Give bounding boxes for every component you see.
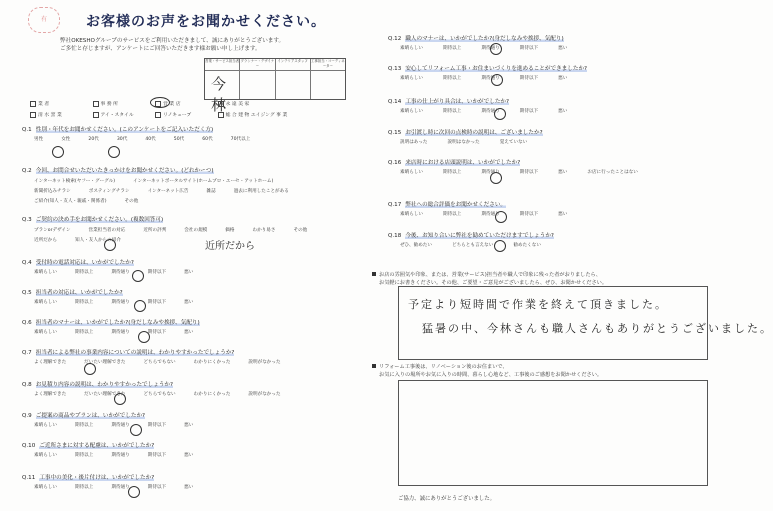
question-number: Q.13 [388, 66, 402, 72]
answer-option[interactable]: お店に行ったことはない [587, 170, 638, 175]
answer-option[interactable]: 期待以下 [519, 212, 539, 217]
question-label: 担当者のマナーは、いかがでしたか?(身だしなみや挨拶、気配り) [35, 320, 200, 326]
answer-option[interactable]: 雑誌 [206, 189, 216, 194]
comment2-prompt: リフォーム工事後は、リノベーション後のお住まいで、 お気に入りの場所やお気に入りの時間、暮らし心地など、工事後のご感想をお聞かせください。 [372, 364, 602, 380]
answer-option[interactable]: 男性 [34, 137, 44, 142]
answer-circle-mark [494, 240, 506, 252]
answer-option[interactable]: その他 [124, 199, 139, 204]
page-title: お客様のお声をお聞かせください。 [86, 14, 326, 30]
answer-option[interactable]: 素晴らしい [34, 300, 57, 305]
answer-option[interactable]: わかり易さ [252, 228, 276, 233]
answer-option[interactable]: 素晴らしい [400, 76, 423, 81]
answer-option[interactable]: 60代 [202, 137, 213, 142]
answer-option[interactable]: 期待以上 [74, 485, 94, 490]
question-text [22, 166, 214, 174]
answer-option[interactable]: 素晴らしい [400, 212, 423, 217]
question-text [22, 348, 234, 356]
answer-option[interactable]: 期待通り [111, 330, 130, 335]
question-number: Q.15 [388, 130, 402, 136]
answer-option[interactable]: 期待以上 [74, 453, 94, 458]
answer-option[interactable]: 期待以下 [147, 485, 167, 490]
answer-options [34, 422, 211, 428]
answer-option[interactable]: 説明はあった [400, 140, 428, 145]
question-label: ご近所さまに対する配慮は、いかがでしたか? [39, 443, 155, 449]
answer-option[interactable]: 期待通り [481, 46, 500, 51]
answer-option[interactable]: 期待以上 [74, 423, 94, 428]
answer-circle-mark [84, 363, 96, 375]
question-label: 今回、お問合せいただいたきっかけをお聞かせください。(どれかーつ) [35, 168, 214, 174]
question-number: Q.17 [388, 202, 402, 208]
handwritten-staff-name: 今林 [211, 75, 227, 114]
answer-option[interactable]: 20代 [88, 137, 99, 142]
answer-option[interactable]: 期待以下 [147, 270, 167, 275]
question-text [388, 231, 554, 239]
answer-option[interactable]: 期待以下 [519, 170, 539, 175]
answer-options [34, 484, 211, 490]
handwritten-comment-line-1: 予定より短時間で作業を終えて頂きました。 [408, 298, 668, 311]
business-item[interactable]: アイ・スタイル [93, 111, 154, 118]
answer-option[interactable]: 説明はなかった [447, 140, 480, 145]
answer-option[interactable]: 説明がなかった [248, 392, 281, 397]
answer-option[interactable]: 期待以下 [147, 453, 167, 458]
question-label: 受付時の電話対応は、いかがでしたか? [35, 260, 134, 266]
question-label: 弊社への総合評価をお聞かせください。 [405, 202, 507, 208]
answer-option[interactable]: 期待通り [111, 423, 130, 428]
answer-option[interactable]: 期待以上 [74, 270, 94, 275]
question-label: ご契約の決め手をお聞かせください。(複数回答可) [35, 217, 164, 223]
question-number: Q.6 [22, 320, 32, 326]
question-number: Q.11 [22, 475, 36, 481]
answer-option[interactable]: 素晴らしい [400, 170, 423, 175]
answer-option[interactable]: どちらとも言えない [451, 243, 494, 248]
answer-option[interactable]: 40代 [145, 137, 156, 142]
answer-option[interactable]: 期待通り [481, 76, 500, 81]
answer-option[interactable]: だいたい理解できた [84, 360, 126, 365]
answer-options [34, 359, 299, 365]
answer-option[interactable]: 期待以上 [74, 300, 94, 305]
answer-option[interactable]: 期待通り [481, 109, 500, 114]
question-number: Q.3 [22, 217, 32, 223]
question-label: 工事中の美化・後片付けは、いかがでしたか? [39, 475, 155, 481]
answer-option[interactable]: プランorデザイン [34, 228, 71, 233]
answer-option[interactable]: 素晴らしい [400, 46, 423, 51]
staff-header: プランナー・デザイナー [240, 59, 274, 71]
question-text [22, 288, 123, 296]
answer-option[interactable]: その他 [293, 228, 308, 233]
question-text [388, 200, 506, 208]
answer-option[interactable]: 期待通り [111, 270, 130, 275]
answer-circle-mark [128, 486, 140, 498]
answer-circle-mark [104, 239, 116, 251]
question-text [22, 258, 134, 266]
answer-option[interactable]: 勧めたくない [513, 243, 541, 248]
answer-option[interactable]: 営業担当者の対応 [88, 228, 126, 233]
answer-options [34, 269, 211, 275]
answer-option[interactable]: インターネット広告 [147, 189, 189, 194]
answer-option[interactable]: 期待以上 [442, 109, 462, 114]
question-number: Q.14 [388, 99, 402, 105]
answer-options [34, 226, 334, 246]
question-text [22, 215, 163, 223]
answer-options [34, 452, 211, 458]
answer-option[interactable]: 悪い [558, 46, 568, 51]
question-text [388, 97, 509, 105]
answer-circle-mark [132, 270, 144, 282]
answer-option[interactable]: 期待通り [111, 453, 130, 458]
answer-option[interactable]: 期待以下 [519, 46, 539, 51]
handwritten-other-reason: 近所だから [205, 241, 255, 252]
answer-option[interactable]: 知人・友人からの紹介 [74, 238, 121, 243]
answer-option[interactable]: 期待以下 [147, 300, 167, 305]
answer-option[interactable]: 価格 [225, 228, 235, 233]
answer-circle-mark [108, 146, 120, 158]
question-number: Q.9 [22, 413, 32, 419]
question-number: Q.2 [22, 168, 32, 174]
answer-option[interactable]: ご紹介(知人・友人・親戚・関係者) [34, 199, 107, 204]
question-label: お見積り内容の説明は、わかりやすかったでしょうか? [35, 382, 173, 388]
answer-option[interactable]: 期待通り [481, 212, 500, 217]
question-text [22, 318, 200, 326]
answer-option[interactable]: 悪い [558, 109, 568, 114]
answer-option[interactable]: 悪い [184, 330, 194, 335]
comment1-prompt: お店の雰囲気や印象、または、営業(サービス)担当者や職人で印象に残った者がおりましたら、 お気軽にお書きください。その他、ご要望・ご意見がございましたら、ぜひ、お聞かせください。 [372, 272, 607, 288]
answer-option[interactable]: 悪い [184, 485, 194, 490]
answer-option[interactable]: 期待通り [111, 300, 130, 305]
business-item[interactable]: 業 者 [30, 100, 91, 107]
answer-circle-mark [134, 300, 146, 312]
answer-options [400, 169, 658, 175]
answer-option[interactable]: 悪い [184, 423, 194, 428]
answer-option[interactable]: わかりにくかった [193, 360, 231, 365]
answer-option[interactable]: インターネット検索(ヤフー・グーグル) [34, 179, 115, 184]
answer-circle-mark [52, 146, 64, 158]
staff-cell-planner [240, 59, 275, 99]
question-label: 職人のマナーは、いかがでしたか?(身だしなみや挨拶、気配り) [405, 36, 564, 42]
intro-line-2: ご多忙と存じますが、アンケートにご回答いただきます様お願い申し上げます。 [60, 46, 261, 52]
answer-option[interactable]: よく理解できた [34, 360, 67, 365]
answer-option[interactable]: 素晴らしい [400, 109, 423, 114]
answer-option[interactable]: 期待以上 [442, 76, 462, 81]
answer-options [400, 211, 587, 217]
question-text [388, 158, 520, 166]
answer-circle-mark [494, 108, 506, 120]
answer-circle-mark [138, 331, 150, 343]
answer-option[interactable]: 期待通り [111, 485, 130, 490]
answer-circle-mark [114, 393, 126, 405]
answer-option[interactable]: 期待以下 [519, 109, 539, 114]
question-label: 性別・年代をお聞かせください。(このアンケートをご記入いただく方) [35, 127, 214, 133]
answer-option[interactable]: 70代以上 [230, 137, 251, 142]
answer-option[interactable]: 悪い [184, 300, 194, 305]
answer-circle-mark [130, 424, 142, 436]
staff-header: 工事担当・コーディネーター [311, 59, 345, 71]
answer-option[interactable]: 素晴らしい [34, 270, 57, 275]
answer-options [400, 242, 561, 248]
answer-option[interactable]: 30代 [116, 137, 128, 142]
answer-option[interactable]: 悪い [558, 170, 568, 175]
question-text [22, 441, 154, 449]
question-number: Q.4 [22, 260, 32, 266]
answer-option[interactable]: 素晴らしい [34, 485, 57, 490]
check-mark [150, 97, 170, 108]
question-text [22, 125, 213, 133]
question-label: 担当者の対応は、いかがでしたか? [35, 290, 123, 296]
answer-option[interactable]: ポスティングチラシ [88, 189, 130, 194]
answer-circle-mark [495, 211, 507, 223]
question-label: 今後、お知り合いに弊社を勧めていただけますでしょうか? [405, 233, 554, 239]
staff-cell-construction [311, 59, 345, 99]
question-text [388, 64, 587, 72]
question-text [388, 34, 564, 42]
question-label: ご提案の商品やプランは、いかがでしたか? [35, 413, 146, 419]
business-item[interactable]: 永 遠 美 家 [218, 100, 279, 107]
staff-cell-interior [276, 59, 311, 99]
business-item[interactable]: 営 業 店 [155, 100, 216, 107]
answer-options [34, 299, 211, 305]
answer-option[interactable]: 素晴らしい [34, 423, 57, 428]
answer-option[interactable]: 覚えていない [499, 140, 528, 145]
answer-option[interactable]: 悪い [558, 212, 568, 217]
answer-option[interactable]: よく理解できた [34, 392, 67, 397]
answer-option[interactable]: 近所だから [34, 238, 57, 243]
question-label: 来店時における店頭説明は、いかがでしたか? [405, 160, 521, 166]
answer-option[interactable]: 期待以上 [442, 46, 462, 51]
answer-option[interactable]: 素晴らしい [34, 330, 57, 335]
answer-option[interactable]: 説明がなかった [248, 360, 281, 365]
answer-option[interactable]: 期待以上 [442, 212, 462, 217]
answer-option[interactable]: 素晴らしい [34, 453, 57, 458]
answer-option[interactable]: 期待通り [481, 170, 500, 175]
business-item[interactable]: 総 合 建 物 エイジング 事 業 [218, 111, 279, 118]
answer-option[interactable]: 悪い [184, 270, 194, 275]
footer-thanks: ご協力、誠にありがとうございました。 [398, 496, 496, 502]
stamp-logo: 有 [28, 7, 60, 33]
question-text [22, 473, 154, 481]
question-number: Q.7 [22, 350, 32, 356]
answer-option[interactable]: 女性 [61, 137, 71, 142]
handwritten-comment-line-2: 猛暑の中、今林さんも職人さんもありがとうございました。 [422, 322, 773, 335]
answer-option[interactable]: 期待以下 [147, 330, 167, 335]
answer-options [400, 139, 547, 145]
question-label: お引渡し時に次回の点検時の説明は、ございましたか? [405, 130, 543, 136]
question-number: Q.18 [388, 233, 402, 239]
answer-circle-mark [491, 74, 503, 86]
answer-option[interactable]: 悪い [558, 76, 568, 81]
answer-option[interactable]: 期待以下 [519, 76, 539, 81]
question-label: 工事の仕上がり具合は、いかがでしたか? [405, 99, 509, 105]
answer-option[interactable]: だいたい理解できた [84, 392, 126, 397]
staff-header: 営業・サービス担当者 [205, 59, 239, 71]
answer-options [34, 136, 268, 142]
question-number: Q.10 [22, 443, 36, 449]
answer-option[interactable]: 悪い [184, 453, 194, 458]
question-text [22, 411, 145, 419]
answer-circle-mark [490, 43, 502, 55]
question-label: 安心してリフォーム工事・お住まいづくりを進めることができましたか? [405, 66, 588, 72]
business-item[interactable]: リノキューブ [155, 111, 216, 118]
answer-options [34, 391, 299, 397]
answer-option[interactable]: ぜひ、勧めたい [400, 243, 432, 248]
answer-option[interactable]: 50代 [173, 137, 185, 142]
answer-options [34, 329, 211, 335]
answer-circle-mark [490, 172, 502, 184]
answer-option[interactable]: 期待以上 [442, 170, 462, 175]
question-number: Q.16 [388, 160, 402, 166]
answer-option[interactable]: インターネットポータルサイト(ホームプロ・ユーセ・アットホーム) [133, 179, 274, 184]
question-number: Q.12 [388, 36, 402, 42]
business-item[interactable]: 清 水 窯 業 [30, 111, 91, 118]
answer-option[interactable]: どちらでもない [143, 392, 176, 397]
answer-option[interactable]: 期待以上 [74, 330, 94, 335]
answer-option[interactable]: 過去に利用したことがある [233, 189, 289, 194]
question-text [388, 128, 543, 136]
business-item[interactable]: 事 務 所 [93, 100, 154, 107]
answer-option[interactable]: 会社の規模 [184, 228, 208, 233]
comment2-box[interactable] [398, 380, 708, 486]
answer-option[interactable]: 期待以下 [147, 423, 167, 428]
question-number: Q.8 [22, 382, 32, 388]
answer-option[interactable]: 近所の評判 [143, 228, 167, 233]
answer-options [34, 177, 334, 207]
answer-option[interactable]: わかりにくかった [193, 392, 231, 397]
question-number: Q.5 [22, 290, 32, 296]
question-text [22, 380, 173, 388]
answer-option[interactable]: どちらでもない [143, 360, 176, 365]
intro-line-1: 弊社OKESHOグループのサービスをご利用いただきまして、誠にありがとうございます。 [60, 38, 285, 44]
question-label: 担当者による弊社の事業内容についての説明は、わかりやすかったでしょうか? [35, 350, 235, 356]
staff-header: インテリアスタッフ [276, 59, 310, 71]
answer-option[interactable]: 新聞折込みチラシ [34, 189, 71, 194]
question-number: Q.1 [22, 127, 32, 133]
